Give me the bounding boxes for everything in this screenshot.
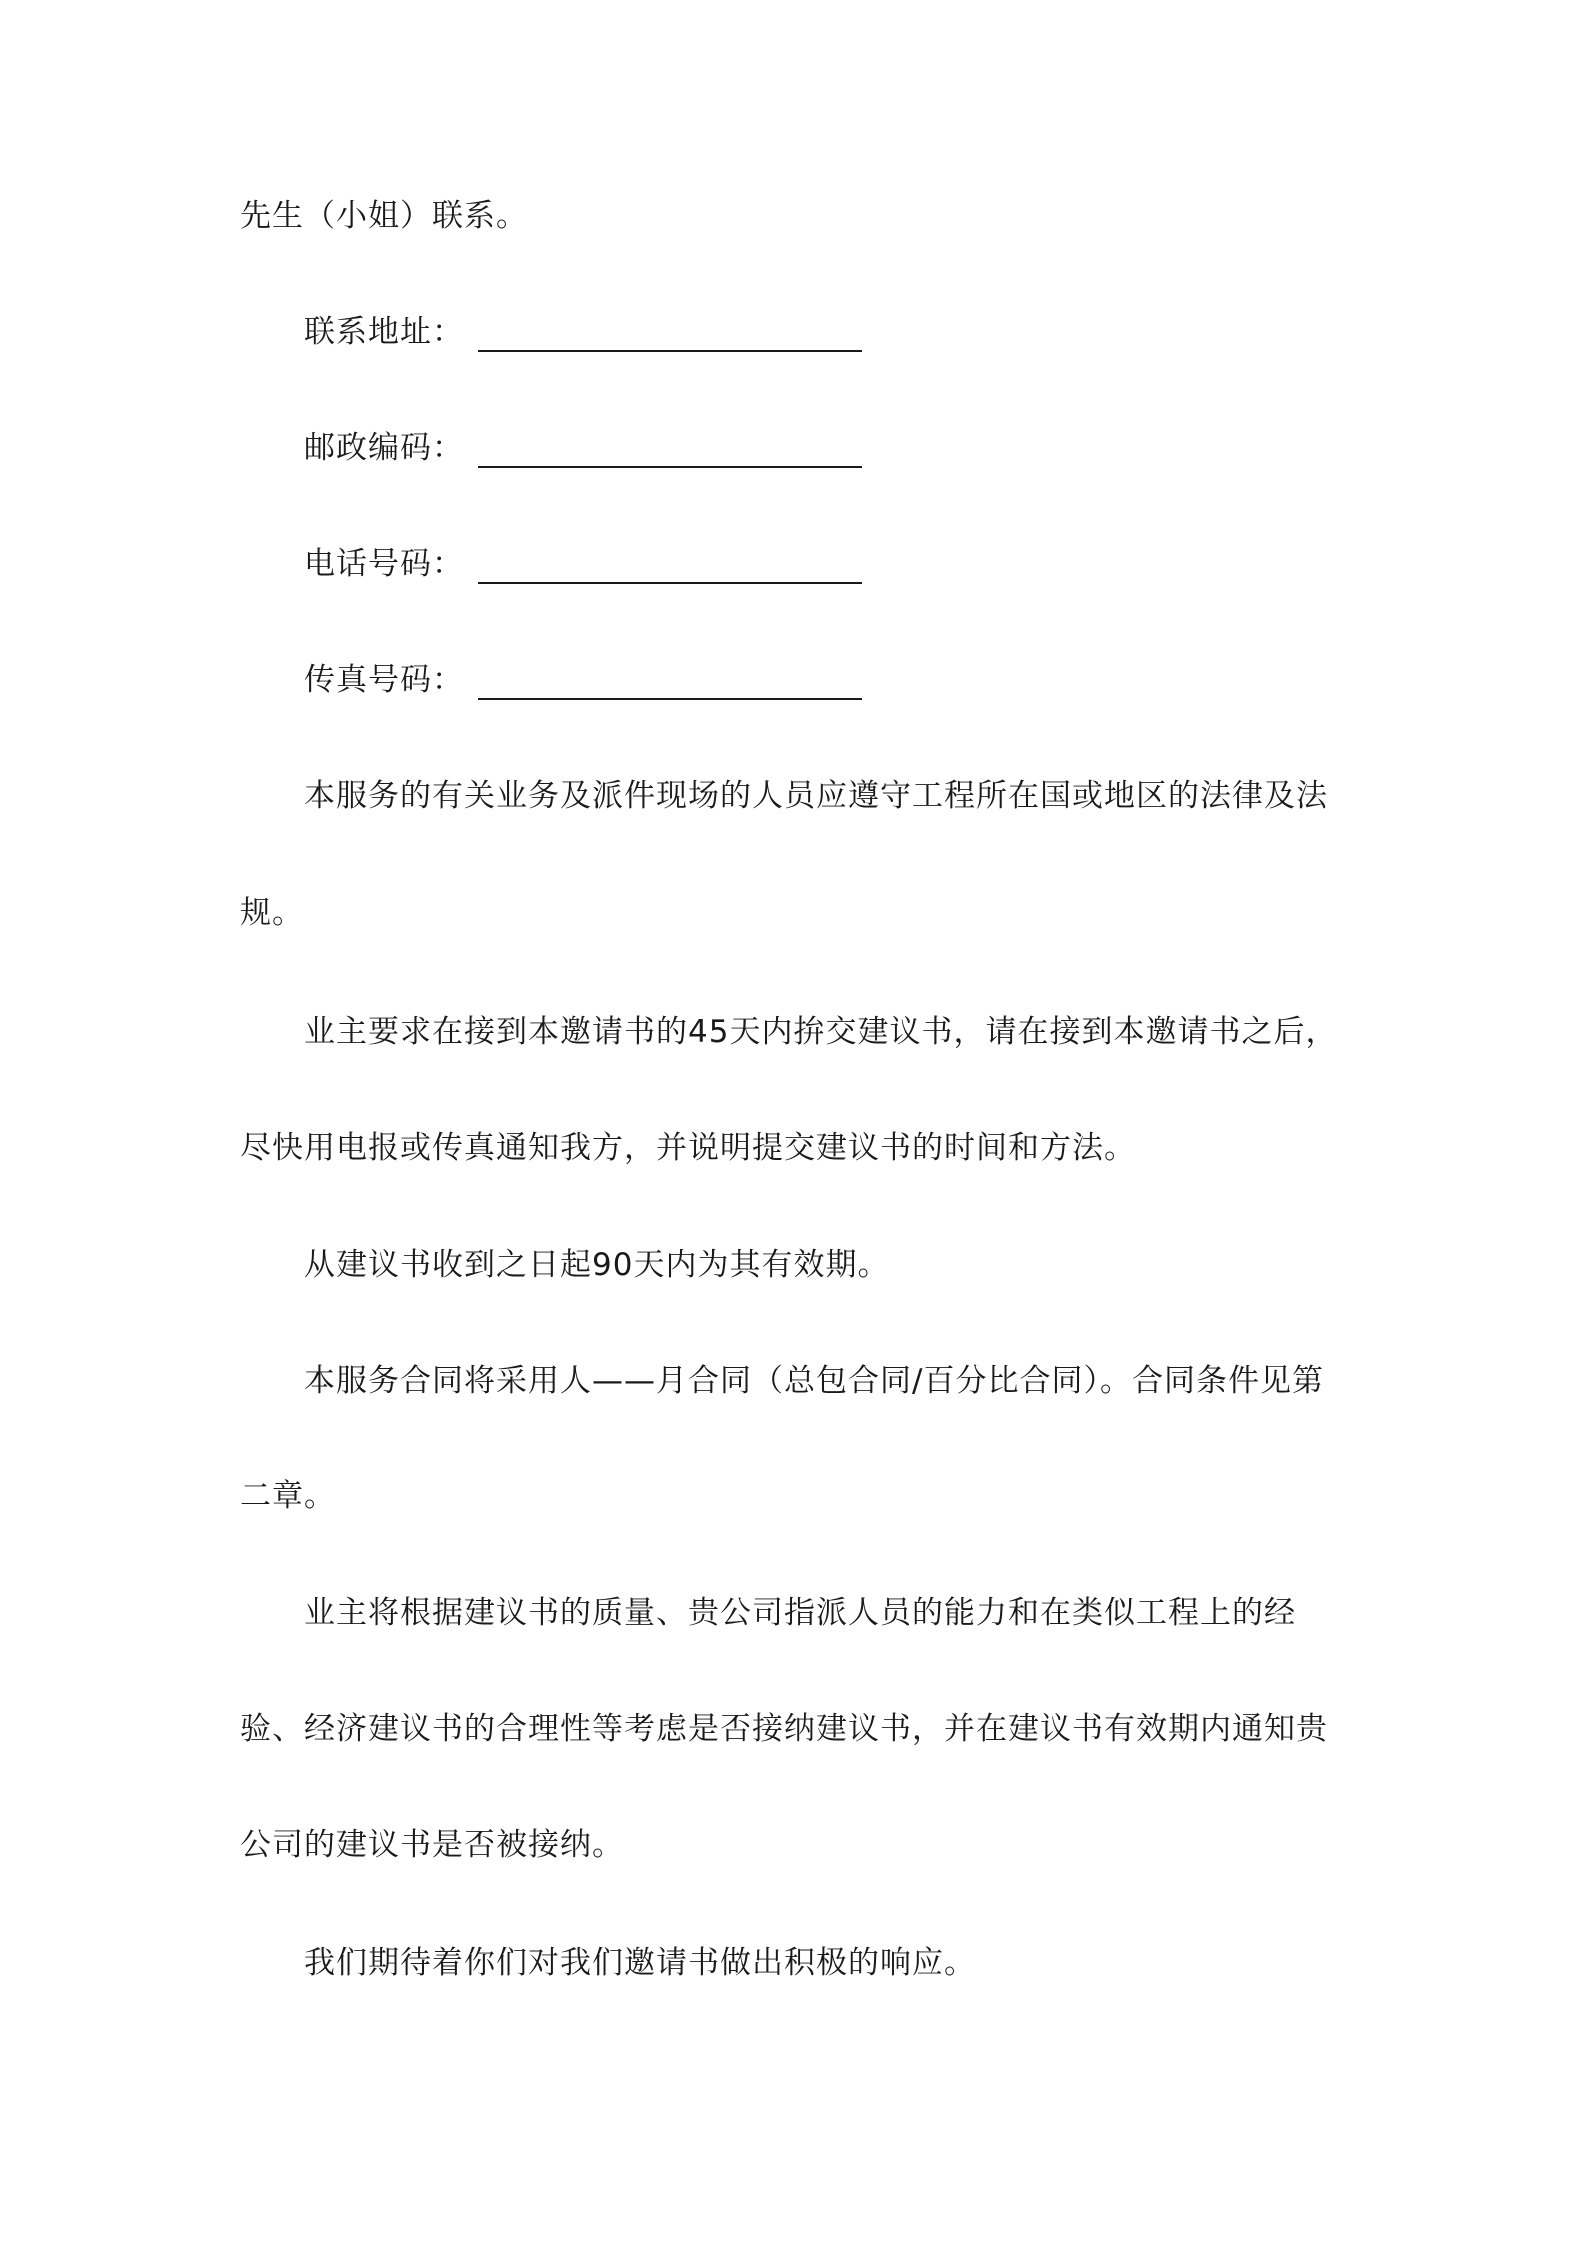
paragraph-contract-line-1: 本服务合同将采用人——月合同（总包合同/百分比合同）。合同条件见第 <box>304 1363 1324 1399</box>
postal-code-blank-line[interactable] <box>478 430 862 468</box>
paragraph-contract-line-2: 二章。 <box>240 1478 336 1514</box>
paragraph-law-line-1: 本服务的有关业务及派件现场的人员应遵守工程所在国或地区的法律及法 <box>304 778 1328 814</box>
paragraph-evaluation-line-2: 验、经济建议书的合理性等考虑是否接纳建议书，并在建议书有效期内通知贵 <box>240 1711 1328 1747</box>
field-label-address: 联系地址： <box>304 314 464 350</box>
address-blank-line[interactable] <box>478 314 862 352</box>
paragraph-validity-line-1: 从建议书收到之日起90天内为其有效期。 <box>304 1247 890 1283</box>
field-phone-number <box>304 544 862 584</box>
paragraph-law-line-2: 规。 <box>240 895 304 931</box>
text-line-contact-person: 先生（小姐）联系。 <box>240 198 528 234</box>
field-postal-code <box>304 428 862 468</box>
field-contact-address <box>304 312 862 352</box>
paragraph-evaluation-line-1: 业主将根据建议书的质量、贵公司指派人员的能力和在类似工程上的经 <box>304 1595 1296 1631</box>
field-label-phone: 电话号码： <box>304 546 464 582</box>
paragraph-deadline-line-1: 业主要求在接到本邀请书的45天内拚交建议书，请在接到本邀请书之后， <box>304 1014 1338 1050</box>
field-fax-number <box>304 660 862 700</box>
paragraph-evaluation-line-3: 公司的建议书是否被接纳。 <box>240 1827 624 1863</box>
paragraph-closing-line-1: 我们期待着你们对我们邀请书做出积极的响应。 <box>304 1945 976 1981</box>
phone-blank-line[interactable] <box>478 546 862 584</box>
paragraph-deadline-line-2: 尽快用电报或传真通知我方，并说明提交建议书的时间和方法。 <box>240 1130 1136 1166</box>
field-label-postal-code: 邮政编码： <box>304 430 464 466</box>
field-label-fax: 传真号码： <box>304 662 464 698</box>
fax-blank-line[interactable] <box>478 662 862 700</box>
